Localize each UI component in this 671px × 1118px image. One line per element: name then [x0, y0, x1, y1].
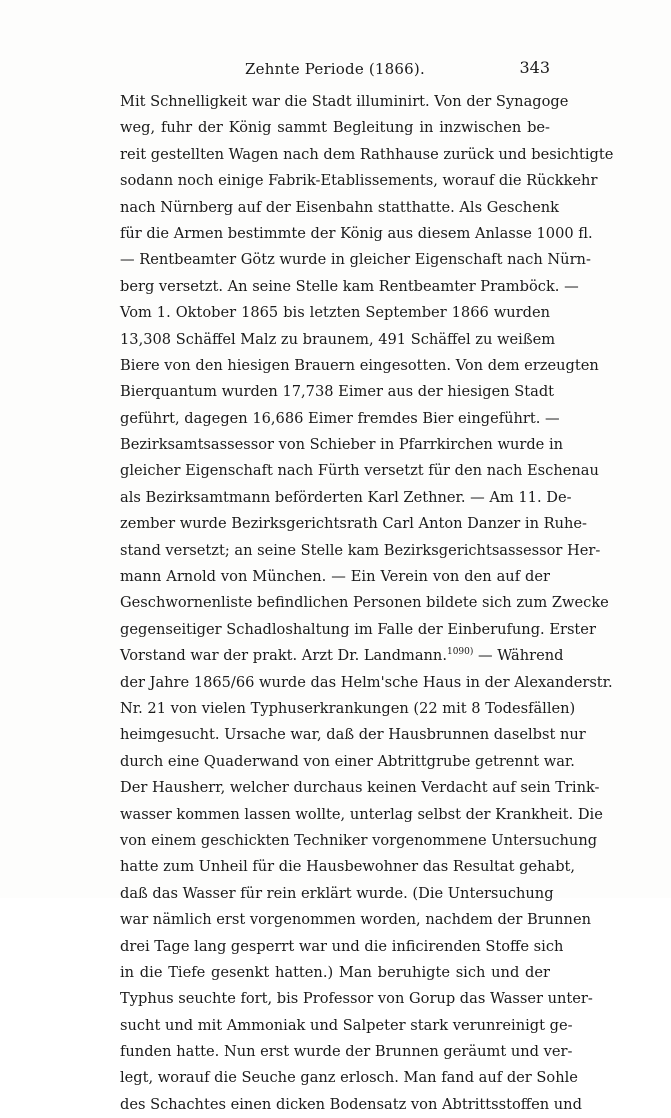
text-line-content: 13,308 Schäffel Malz zu braunem, 491 Schäffel zu weißem — [120, 330, 556, 348]
text-line-content: war nämlich erst vorgenommen worden, nachdem der Brunnen — [120, 911, 591, 929]
text-line — [120, 1065, 578, 1091]
text-line — [120, 670, 613, 696]
text-line — [120, 538, 601, 564]
text-line — [120, 274, 579, 300]
text-line — [120, 986, 593, 1012]
text-line-content: Vorstand war der prakt. Arzt Dr. Landmann. — [120, 647, 447, 665]
text-line-content: als Bezirksamtmann beförderten Karl Zethner. — Am 11. De- — [120, 488, 572, 506]
text-line-tail: — Während — [473, 647, 564, 665]
footnote-reference: 1090) — [446, 647, 474, 658]
text-line — [120, 353, 599, 379]
text-line — [120, 168, 598, 194]
text-line-content: Typhus seuchte fort, bis Professor von Gorup das Wasser unter- — [120, 990, 593, 1008]
text-line-content: berg versetzt. An seine Stelle kam Rentbeamter Pramböck. — — [120, 277, 579, 295]
text-line-content: von einem geschickten Techniker vorgenommene Untersuchung — [120, 831, 598, 849]
text-line — [120, 881, 554, 907]
text-line-content: stand versetzt; an seine Stelle kam Bezirksgerichtsassessor Her- — [120, 541, 601, 559]
text-line — [120, 643, 564, 669]
text-line-content: Geschwornenliste befindlichen Personen bildete sich zum Zwecke — [120, 594, 609, 612]
text-line-content: zember wurde Bezirksgerichtsrath Carl Anton Danzer in Ruhe- — [120, 515, 587, 533]
text-line-content: Bezirksamtsassessor von Schieber in Pfarrkirchen wurde in — [120, 436, 564, 454]
text-line — [120, 722, 586, 748]
text-line — [120, 775, 600, 801]
text-line-content: Mit Schnelligkeit war die Stadt illuminirt. Von der Synagoge — [120, 93, 569, 110]
text-line — [120, 458, 599, 484]
text-line-content: gegenseitiger Schadloshaltung im Falle der Einberufung. Erster — [120, 620, 596, 638]
text-line-content: funden hatte. Nun erst wurde der Brunnen geräumt und ver- — [120, 1043, 573, 1061]
text-line — [120, 617, 596, 643]
text-line — [120, 828, 598, 854]
text-line — [120, 934, 564, 960]
text-line-content: des Schachtes einen dicken Bodensatz von Abtrittsstoffen und — [120, 1095, 582, 1113]
text-line-content: Der Hausherr, welcher durchaus keinen Verdacht auf sein Trink- — [120, 779, 600, 797]
text-line-content: legt, worauf die Seuche ganz erlosch. Man fand auf der Sohle — [120, 1069, 578, 1087]
text-line — [120, 907, 591, 933]
text-line — [120, 1092, 582, 1118]
text-line — [120, 142, 614, 168]
text-line — [120, 195, 559, 221]
text-line — [120, 247, 591, 273]
text-line-content: daß das Wasser für rein erklärt wurde. (Die Untersuchung — [120, 884, 554, 902]
text-line-content: nach Nürnberg auf der Eisenbahn statthatte. Als Geschenk — [120, 198, 559, 216]
running-title: Zehnte Periode (1866). — [245, 60, 425, 78]
text-line — [120, 89, 569, 115]
text-line-content: durch eine Quaderwand von einer Abtrittgrube getrennt war. — [120, 752, 575, 770]
text-line-content: — Rentbeamter Götz wurde in gleicher Eigenschaft nach Nürn- — [120, 251, 591, 269]
text-line-content: heimgesucht. Ursache war, daß der Hausbrunnen daselbst nur — [120, 726, 586, 744]
text-line — [120, 854, 576, 880]
text-line — [120, 511, 587, 537]
text-line-content: reit gestellten Wagen nach dem Rathhause zurück und besichtigte — [120, 145, 614, 163]
text-line-content: Bierquantum wurden 17,738 Eimer aus der hiesigen Stadt — [120, 383, 555, 401]
text-line-content: sodann noch einige Fabrik-Etablissements, worauf die Rückkehr — [120, 172, 598, 190]
text-line — [120, 1039, 573, 1065]
text-line — [120, 115, 550, 141]
text-line-content: Biere von den hiesigen Brauern eingesotten. Von dem erzeugten — [120, 356, 599, 374]
page-header — [120, 58, 550, 82]
text-line-content: Nr. 21 von vielen Typhuserkrankungen (22 mit 8 Todesfällen) — [120, 699, 576, 717]
text-line-content: drei Tage lang gesperrt war und die inficirenden Stoffe sich — [120, 937, 564, 955]
text-line — [120, 1013, 573, 1039]
text-line — [120, 564, 550, 590]
text-line — [120, 432, 564, 458]
text-line — [120, 379, 555, 405]
text-line-content: Vom 1. Oktober 1865 bis letzten September 1866 wurden — [120, 304, 550, 322]
text-line-content: sucht und mit Ammoniak und Salpeter stark verunreinigt ge- — [120, 1016, 573, 1034]
text-line — [120, 327, 556, 353]
text-line-content: geführt, dagegen 16,686 Eimer fremdes Bier eingeführt. — — [120, 409, 560, 427]
text-line — [120, 802, 603, 828]
text-line-content: gleicher Eigenschaft nach Fürth versetzt für den nach Eschenau — [120, 462, 599, 480]
text-line — [120, 960, 550, 986]
text-line-content: der Jahre 1865/66 wurde das Helm'sche Haus in der Alexanderstr. — [120, 673, 613, 691]
text-line — [120, 749, 575, 775]
text-line-content: wasser kommen lassen wollte, unterlag selbst der Krankheit. Die — [120, 805, 603, 823]
text-line-content: in die Tiefe gesenkt hatten.) Man beruhigte sich und der — [120, 963, 550, 981]
text-line-content: für die Armen bestimmte der König aus diesem Anlasse 1000 fl. — [120, 224, 593, 242]
text-line — [120, 696, 576, 722]
text-line — [120, 485, 572, 511]
text-line — [120, 590, 609, 616]
text-line — [120, 300, 550, 326]
text-line-content: hatte zum Unheil für die Hausbewohner das Resultat gehabt, — [120, 858, 576, 876]
body-text — [120, 89, 614, 1118]
text-line — [120, 406, 560, 432]
text-line-content: weg, fuhr der König sammt Begleitung in inzwischen be- — [120, 119, 550, 137]
page-number: 343 — [519, 58, 550, 77]
text-line — [120, 221, 593, 247]
text-line-content: mann Arnold von München. — Ein Verein von den auf der — [120, 568, 550, 586]
